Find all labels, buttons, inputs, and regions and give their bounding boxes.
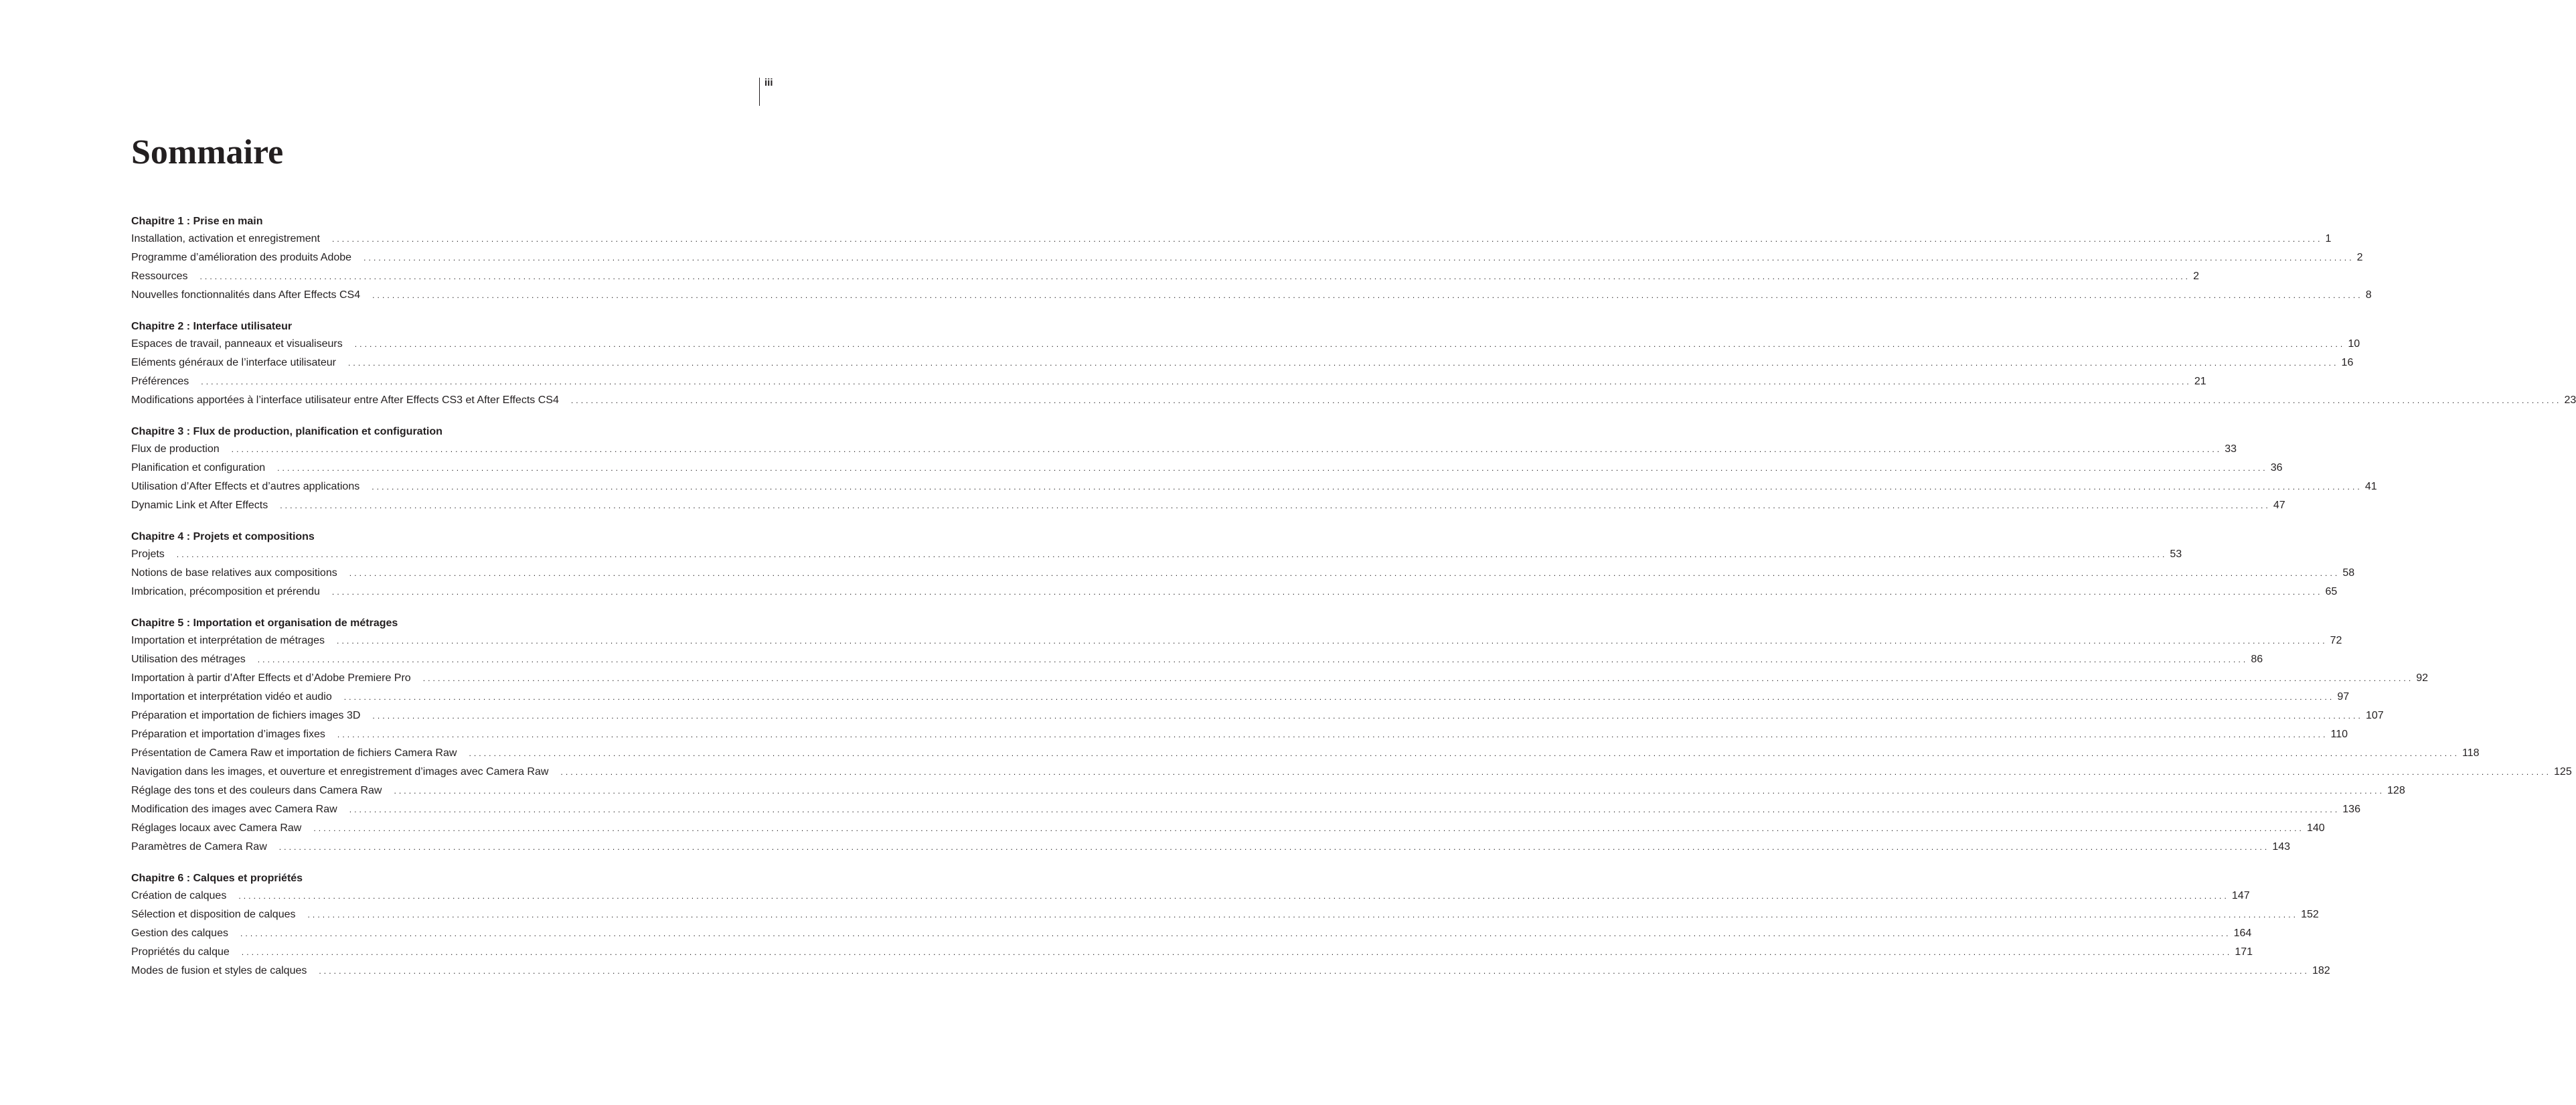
toc-entry-label: Préférences bbox=[131, 376, 189, 387]
dot-leader: ................................................................................................................................................................................................................................................................................................................................................................................................................ bbox=[176, 550, 2168, 559]
toc-entry-page: 58 bbox=[2342, 567, 2355, 579]
chapter-title[interactable]: Chapitre 4 : Projets et compositions bbox=[131, 531, 315, 542]
toc-entry[interactable] bbox=[131, 289, 2372, 308]
toc-entry[interactable] bbox=[131, 357, 2354, 376]
toc-entry[interactable] bbox=[131, 586, 2338, 605]
dot-leader: ................................................................................................................................................................................................................................................................................................................................................................................................................ bbox=[331, 234, 2323, 244]
toc-entry-page: 107 bbox=[2365, 710, 2384, 721]
toc-entry-page: 47 bbox=[2273, 500, 2285, 511]
chapter-section bbox=[131, 216, 2372, 308]
toc-entry-page: 92 bbox=[2416, 672, 2429, 684]
chapter-section bbox=[131, 617, 2572, 860]
toc-entry-page: 53 bbox=[2170, 548, 2182, 560]
toc-entry[interactable] bbox=[131, 376, 2206, 394]
toc-entry-label: Programme d’amélioration des produits Adobe bbox=[131, 252, 352, 263]
toc-entry-label: Espaces de travail, panneaux et visualiseurs bbox=[131, 338, 343, 350]
chapter-title[interactable]: Chapitre 3 : Flux de production, planification et configuration bbox=[131, 426, 442, 437]
toc-entry-label: Présentation de Camera Raw et importation de fichiers Camera Raw bbox=[131, 747, 457, 759]
dot-leader: ................................................................................................................................................................................................................................................................................................................................................................................................................ bbox=[257, 655, 2249, 664]
dot-leader: ................................................................................................................................................................................................................................................................................................................................................................................................................ bbox=[349, 805, 2340, 814]
toc-entry-page: 65 bbox=[2325, 586, 2338, 597]
toc-entry[interactable] bbox=[131, 500, 2285, 518]
dot-leader: ................................................................................................................................................................................................................................................................................................................................................................................................................ bbox=[307, 910, 2299, 919]
dot-leader: ................................................................................................................................................................................................................................................................................................................................................................................................................ bbox=[372, 711, 2363, 721]
toc-entry-label: Réglages locaux avec Camera Raw bbox=[131, 822, 302, 834]
dot-leader: ................................................................................................................................................................................................................................................................................................................................................................................................................ bbox=[394, 786, 2385, 796]
toc-entry-page: 118 bbox=[2462, 747, 2480, 759]
toc-entry-label: Création de calques bbox=[131, 890, 227, 901]
toc-entry[interactable] bbox=[131, 548, 2182, 567]
dot-leader: ................................................................................................................................................................................................................................................................................................................................................................................................................ bbox=[354, 340, 2346, 349]
toc-entry-page: 152 bbox=[2301, 909, 2319, 920]
toc-entry-page: 182 bbox=[2312, 965, 2330, 976]
chapter-title[interactable]: Chapitre 1 : Prise en main bbox=[131, 216, 263, 227]
dot-leader: ................................................................................................................................................................................................................................................................................................................................................................................................................ bbox=[240, 929, 2231, 938]
toc-entry-page: 33 bbox=[2225, 443, 2237, 455]
toc-entry[interactable] bbox=[131, 338, 2360, 357]
toc-entry-label: Utilisation d’After Effects et d’autres applications bbox=[131, 481, 360, 492]
toc-entry-label: Notions de base relatives aux compositions bbox=[131, 567, 337, 579]
toc-entry-label: Propriétés du calque bbox=[131, 946, 230, 958]
toc-entry[interactable] bbox=[131, 822, 2325, 841]
dot-leader: ................................................................................................................................................................................................................................................................................................................................................................................................................ bbox=[278, 842, 2270, 852]
dot-leader: ................................................................................................................................................................................................................................................................................................................................................................................................................ bbox=[364, 253, 2354, 263]
toc-entry-page: 143 bbox=[2272, 841, 2291, 853]
chapter-title[interactable]: Chapitre 2 : Interface utilisateur bbox=[131, 321, 293, 332]
toc-entry-label: Planification et configuration bbox=[131, 462, 266, 473]
toc-entry-page: 136 bbox=[2342, 804, 2360, 815]
chapter-section bbox=[131, 321, 2576, 413]
toc-entry-page: 97 bbox=[2337, 691, 2350, 703]
dot-leader: ................................................................................................................................................................................................................................................................................................................................................................................................................ bbox=[319, 966, 2310, 976]
toc-entry[interactable] bbox=[131, 635, 2342, 654]
toc-entry[interactable] bbox=[131, 654, 2263, 672]
toc-entry-label: Importation et interprétation de métrages bbox=[131, 635, 325, 646]
dot-leader: ................................................................................................................................................................................................................................................................................................................................................................................................................ bbox=[372, 482, 2362, 492]
toc-entry-page: 72 bbox=[2330, 635, 2342, 646]
toc-entry-label: Installation, activation et enregistrement bbox=[131, 233, 320, 244]
toc-entry[interactable] bbox=[131, 252, 2363, 271]
toc-entry-page: 16 bbox=[2341, 357, 2354, 368]
dot-leader: ................................................................................................................................................................................................................................................................................................................................................................................................................ bbox=[337, 730, 2328, 739]
toc-entry-page: 140 bbox=[2306, 822, 2325, 834]
toc-entry-label: Réglage des tons et des couleurs dans Camera Raw bbox=[131, 785, 382, 796]
toc-entry[interactable] bbox=[131, 672, 2429, 691]
toc-entry-page: 2 bbox=[2193, 271, 2199, 282]
toc-entry[interactable] bbox=[131, 481, 2377, 500]
table-of-contents bbox=[131, 216, 2576, 997]
toc-entry[interactable] bbox=[131, 271, 2199, 289]
dot-leader: ................................................................................................................................................................................................................................................................................................................................................................................................................ bbox=[201, 377, 2192, 386]
toc-entry[interactable] bbox=[131, 785, 2405, 804]
toc-entry-label: Imbrication, précomposition et prérendu bbox=[131, 586, 320, 597]
dot-leader: ................................................................................................................................................................................................................................................................................................................................................................................................................ bbox=[347, 358, 2339, 368]
toc-entry-label: Gestion des calques bbox=[131, 928, 228, 939]
toc-entry[interactable] bbox=[131, 233, 2332, 252]
toc-entry[interactable] bbox=[131, 766, 2572, 785]
toc-entry-label: Modification des images avec Camera Raw bbox=[131, 804, 337, 815]
toc-entry[interactable] bbox=[131, 890, 2250, 909]
chapter-section bbox=[131, 531, 2355, 605]
toc-entry-page: 110 bbox=[2330, 729, 2348, 740]
dot-leader: ................................................................................................................................................................................................................................................................................................................................................................................................................ bbox=[241, 948, 2233, 957]
dot-leader: ................................................................................................................................................................................................................................................................................................................................................................................................................ bbox=[277, 463, 2268, 473]
dot-leader: ................................................................................................................................................................................................................................................................................................................................................................................................................ bbox=[422, 674, 2414, 683]
toc-entry[interactable] bbox=[131, 729, 2348, 747]
toc-entry-label: Nouvelles fonctionnalités dans After Effects CS4 bbox=[131, 289, 361, 301]
toc-entry[interactable] bbox=[131, 928, 2252, 946]
toc-entry[interactable] bbox=[131, 946, 2253, 965]
toc-entry[interactable] bbox=[131, 394, 2576, 413]
dot-leader: ................................................................................................................................................................................................................................................................................................................................................................................................................ bbox=[343, 692, 2335, 702]
toc-entry-page: 125 bbox=[2554, 766, 2572, 778]
toc-entry-page: 171 bbox=[2235, 946, 2253, 958]
toc-entry-page: 21 bbox=[2194, 376, 2206, 387]
toc-entry-page: 10 bbox=[2348, 338, 2360, 350]
dot-leader: ................................................................................................................................................................................................................................................................................................................................................................................................................ bbox=[331, 587, 2323, 597]
toc-entry[interactable] bbox=[131, 909, 2319, 928]
toc-entry-label: Modifications apportées à l’interface utilisateur entre After Effects CS3 et After Effects CS4 bbox=[131, 394, 559, 406]
toc-entry-label: Sélection et disposition de calques bbox=[131, 909, 296, 920]
toc-entry-label: Eléments généraux de l’interface utilisateur bbox=[131, 357, 336, 368]
toc-entry-page: 147 bbox=[2231, 890, 2250, 901]
toc-entry-label: Préparation et importation d’images fixes bbox=[131, 729, 325, 740]
toc-entry-label: Modes de fusion et styles de calques bbox=[131, 965, 307, 976]
dot-leader: ................................................................................................................................................................................................................................................................................................................................................................................................................ bbox=[231, 445, 2223, 454]
toc-entry-page: 2 bbox=[2356, 252, 2363, 263]
toc-entry-label: Dynamic Link et After Effects bbox=[131, 500, 268, 511]
toc-entry-label: Importation et interprétation vidéo et audio bbox=[131, 691, 332, 703]
toc-entry-label: Flux de production bbox=[131, 443, 220, 455]
toc-entry[interactable] bbox=[131, 841, 2291, 860]
toc-entry-page: 86 bbox=[2251, 654, 2263, 665]
page-title: Sommaire bbox=[131, 133, 284, 171]
dot-leader: ................................................................................................................................................................................................................................................................................................................................................................................................................ bbox=[313, 824, 2304, 833]
toc-entry[interactable] bbox=[131, 462, 2283, 481]
toc-entry[interactable] bbox=[131, 804, 2360, 822]
dot-leader: ................................................................................................................................................................................................................................................................................................................................................................................................................ bbox=[372, 291, 2363, 300]
toc-entry-label: Utilisation des métrages bbox=[131, 654, 246, 665]
toc-entry-page: 23 bbox=[2564, 394, 2576, 406]
page-number: iii bbox=[759, 78, 773, 106]
dot-leader: ................................................................................................................................................................................................................................................................................................................................................................................................................ bbox=[199, 272, 2191, 281]
toc-entry-label: Navigation dans les images, et ouverture et enregistrement d’images avec Camera Raw bbox=[131, 766, 549, 778]
chapter-title[interactable]: Chapitre 5 : Importation et organisation de métrages bbox=[131, 617, 398, 629]
toc-entry-label: Préparation et importation de fichiers images 3D bbox=[131, 710, 361, 721]
toc-entry[interactable] bbox=[131, 965, 2330, 984]
dot-leader: ................................................................................................................................................................................................................................................................................................................................................................................................................ bbox=[349, 569, 2340, 578]
toc-entry[interactable] bbox=[131, 443, 2237, 462]
dot-leader: ................................................................................................................................................................................................................................................................................................................................................................................................................ bbox=[560, 767, 2552, 777]
chapter-title[interactable]: Chapitre 6 : Calques et propriétés bbox=[131, 873, 303, 884]
toc-entry-label: Ressources bbox=[131, 271, 188, 282]
dot-leader: ................................................................................................................................................................................................................................................................................................................................................................................................................ bbox=[238, 891, 2229, 901]
dot-leader: ................................................................................................................................................................................................................................................................................................................................................................................................................ bbox=[280, 501, 2271, 510]
toc-entry[interactable] bbox=[131, 747, 2480, 766]
dot-leader: ................................................................................................................................................................................................................................................................................................................................................................................................................ bbox=[337, 636, 2328, 646]
toc-entry-page: 36 bbox=[2270, 462, 2283, 473]
toc-entry[interactable] bbox=[131, 710, 2384, 729]
toc-entry-page: 164 bbox=[2233, 928, 2252, 939]
toc-entry-label: Importation à partir d’After Effects et d’Adobe Premiere Pro bbox=[131, 672, 411, 684]
chapter-section bbox=[131, 873, 2330, 984]
toc-entry[interactable] bbox=[131, 691, 2350, 710]
toc-entry-page: 1 bbox=[2325, 233, 2332, 244]
toc-entry-label: Paramètres de Camera Raw bbox=[131, 841, 267, 853]
toc-entry-page: 8 bbox=[2365, 289, 2372, 301]
dot-leader: ................................................................................................................................................................................................................................................................................................................................................................................................................ bbox=[469, 749, 2460, 758]
dot-leader: ................................................................................................................................................................................................................................................................................................................................................................................................................ bbox=[570, 396, 2562, 405]
toc-entry-label: Projets bbox=[131, 548, 165, 560]
toc-entry-page: 41 bbox=[2364, 481, 2377, 492]
toc-entry-page: 128 bbox=[2387, 785, 2405, 796]
toc-entry[interactable] bbox=[131, 567, 2355, 586]
chapter-section bbox=[131, 426, 2377, 518]
